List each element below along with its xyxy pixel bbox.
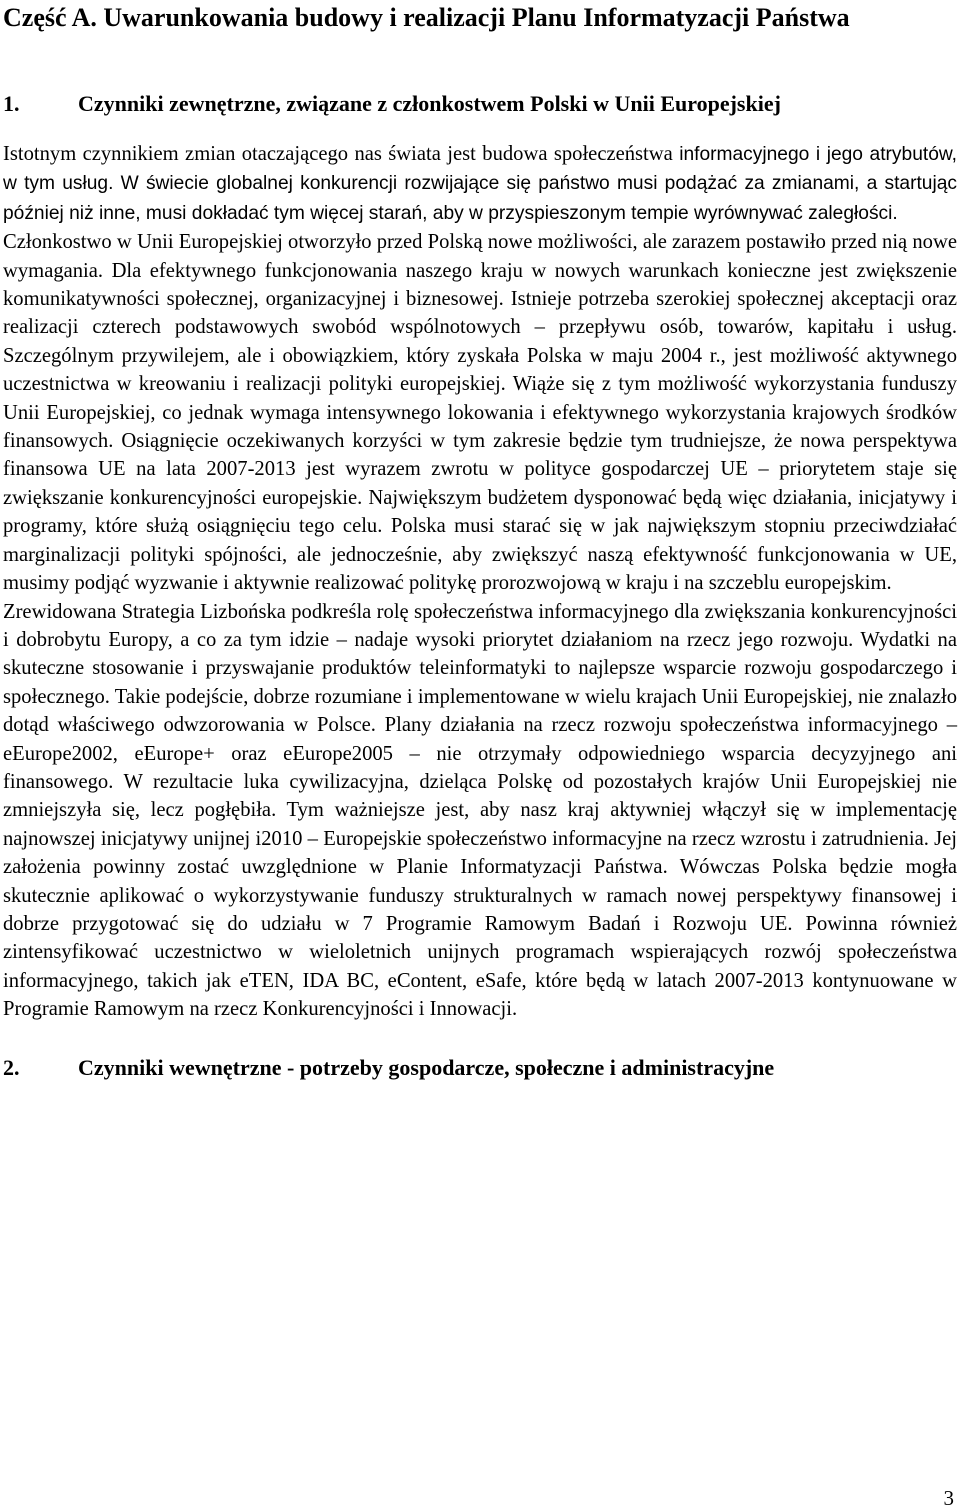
page-number: 3 bbox=[943, 1486, 954, 1510]
section-number: 2. bbox=[3, 1054, 20, 1080]
paragraph-1-serif-lead: Istotnym czynnikiem zmian otaczającego nas świata jest budowa społeczeństwa bbox=[3, 143, 673, 165]
section-title: Czynniki wewnętrzne - potrzeby gospodarcze, społeczne i administracyjne bbox=[78, 1054, 775, 1080]
section-heading-2 bbox=[3, 1053, 957, 1082]
paragraph-1 bbox=[3, 140, 957, 228]
part-title: Część A. Uwarunkowania budowy i realizacji Planu Informatyzacji Państwa bbox=[3, 3, 850, 32]
section-number: 1. bbox=[3, 91, 20, 116]
paragraph-2: Członkostwo w Unii Europejskiej otworzyło przed Polską nowe możliwości, ale zarazem postawiło przed nią nowe wymagania. Dla efektywnego funkcjonowania naszego kraju w nowych warunkach konieczne jest zwiększenie komunikatywności społecznej, organizacyjnej i biznesowej. Istnieje potrzeba szerokiej społecznej akceptacji oraz realizacji czterech podstawowych swobód wspólnotowych – przepływu osób, towarów, kapitału i usług. Szczególnym przywilejem, ale i obowiązkiem, który zyskała Polska w maju 2004 r., jest możliwość aktywnego uczestnictwa w kreowaniu i realizacji polityki europejskiej. Wiąże się z tym możliwość wykorzystania funduszy Unii Europejskiej, co jednak wymaga intensywnego lokowania i efektywnego wykorzystania krajowych środków finansowych. Osiągnięcie oczekiwanych korzyści w tym zakresie będzie tym trudniejsze, że nowa perspektywa finansowa UE na lata 2007-2013 jest wyrazem zwrotu w polityce gospodarczej UE – priorytetem staje się zwiększanie konkurencyjności europejskie. Największym budżetem dysponować będą więc działania, inicjatywy i programy, które służą osiągnięciu tego celu. Polska musi starać się w jak największym stopniu przeciwdziałać marginalizacji polityki spójności, ale jednocześnie, aby zwiększyć naszą efektywność funkcjonowania w UE, musimy podjąć wyzwanie i aktywnie realizować politykę prorozwojową w kraju i na szczeblu europejskim. bbox=[3, 231, 957, 595]
section-heading-1 bbox=[3, 89, 957, 118]
document-page bbox=[3, 0, 957, 1082]
section-title: Czynniki zewnętrzne, związane z członkostwem Polski w Unii Europejskiej bbox=[78, 91, 781, 116]
paragraph-1-sans-text: informacyjnego i jego atrybutów, w tym usług. W świecie globalnej konkurencji rozwijające się państwo musi podążać za zmianami, a startując później niż inne, musi dokładać tym więcej starań, aby w przyspieszonym tempie wyrównywać zaległości. bbox=[3, 144, 957, 224]
paragraph-3: Zrewidowana Strategia Lizbońska podkreśla rolę społeczeństwa informacyjnego dla zwiększania konkurencyjności i dobrobytu Europy, a co za tym idzie – nadaje wysoki priorytet działaniom na rzecz jego rozwoju. Wydatki na skuteczne stosowanie i przyswajanie produktów teleinformatyki to najlepsze wsparcie rozwoju gospodarczego i społecznego. Takie podejście, dobrze rozumiane i implementowane w wielu krajach Unii Europejskiej, nie znalazło dotąd właściwego odwzorowania w Polsce. Plany działania na rzecz rozwoju społeczeństwa informacyjnego – eEurope2002, eEurope+ oraz eEurope2005 – nie otrzymały odpowiedniego wsparcia decyzyjnego ani finansowego. W rezultacie luka cywilizacyjna, dzieląca Polskę od pozostałych krajów Unii Europejskiej nie zmniejszyła się, lecz pogłębiła. Tym ważniejsze jest, aby nasz kraj aktywniej włączył się w implementację najnowszej inicjatywy unijnej i2010 – Europejskie społeczeństwo informacyjne na rzecz wzrostu i zatrudnienia. Jej założenia powinny zostać uwzględnione w Planie Informatyzacji Państwa. Wówczas Polska będzie mogła skutecznie aplikować o wykorzystywanie funduszy strukturalnych w ramach nowej perspektywy finansowej i dobrze przygotować się do udziału w 7 Programie Ramowym Badań i Rozwoju UE. Powinna również zintensyfikować uczestnictwo w wieloletnich unijnych programach wspierających rozwój społeczeństwa informacyjnego, takich jak eTEN, IDA BC, eContent, eSafe, które będą w latach 2007-2013 kontynuowane w Programie Ramowym na rzecz Konkurencyjności i Innowacji. bbox=[3, 600, 957, 1021]
